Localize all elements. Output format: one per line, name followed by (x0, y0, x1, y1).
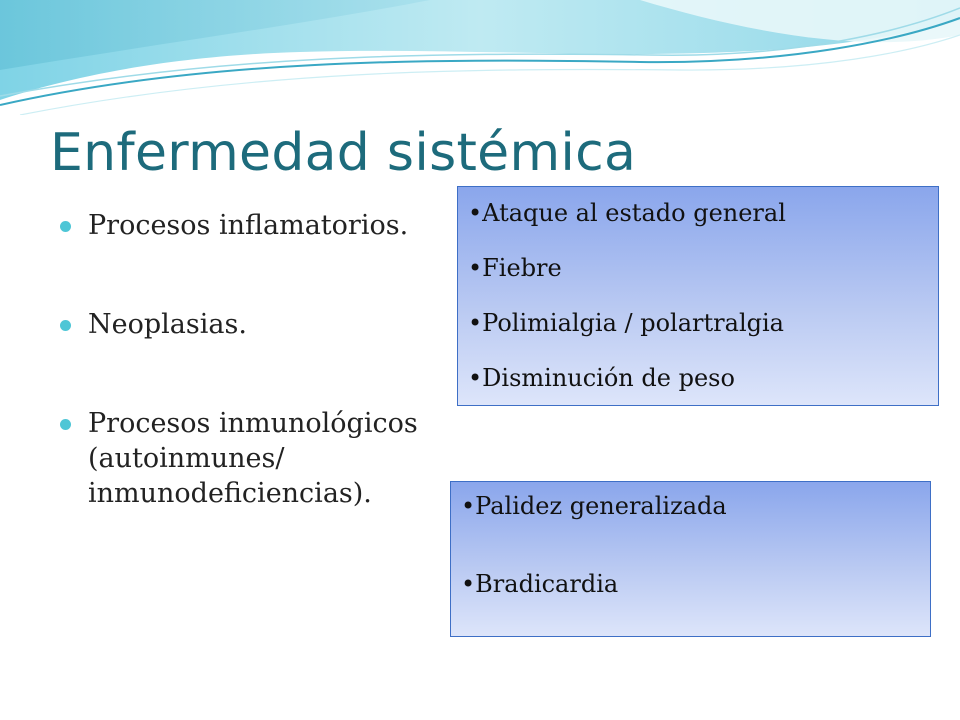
bullet-dot-icon (60, 221, 71, 232)
symptom-item: •Fiebre (468, 254, 562, 282)
signs-box (450, 481, 931, 637)
main-bullet-list (60, 208, 460, 575)
bullet-item (60, 406, 460, 511)
header-wave-decoration (0, 0, 960, 115)
bullet-item (60, 208, 460, 243)
bullet-item (60, 307, 460, 342)
bullet-text: Procesos inflamatorios. (88, 210, 409, 241)
sign-item: •Bradicardia (461, 570, 619, 598)
bullet-text: Procesos inmunológicos (autoinmunes/ inmunodeficiencias). (88, 408, 418, 509)
symptom-item: •Polimialgia / polartralgia (468, 309, 784, 337)
bullet-text: Neoplasias. (88, 309, 247, 340)
symptom-item: •Ataque al estado general (468, 199, 786, 227)
sign-item: •Palidez generalizada (461, 492, 727, 520)
symptom-item: •Disminución de peso (468, 364, 735, 392)
symptoms-box (457, 186, 939, 406)
slide-title: Enfermedad sistémica (50, 123, 637, 183)
bullet-dot-icon (60, 419, 71, 430)
bullet-dot-icon (60, 320, 71, 331)
